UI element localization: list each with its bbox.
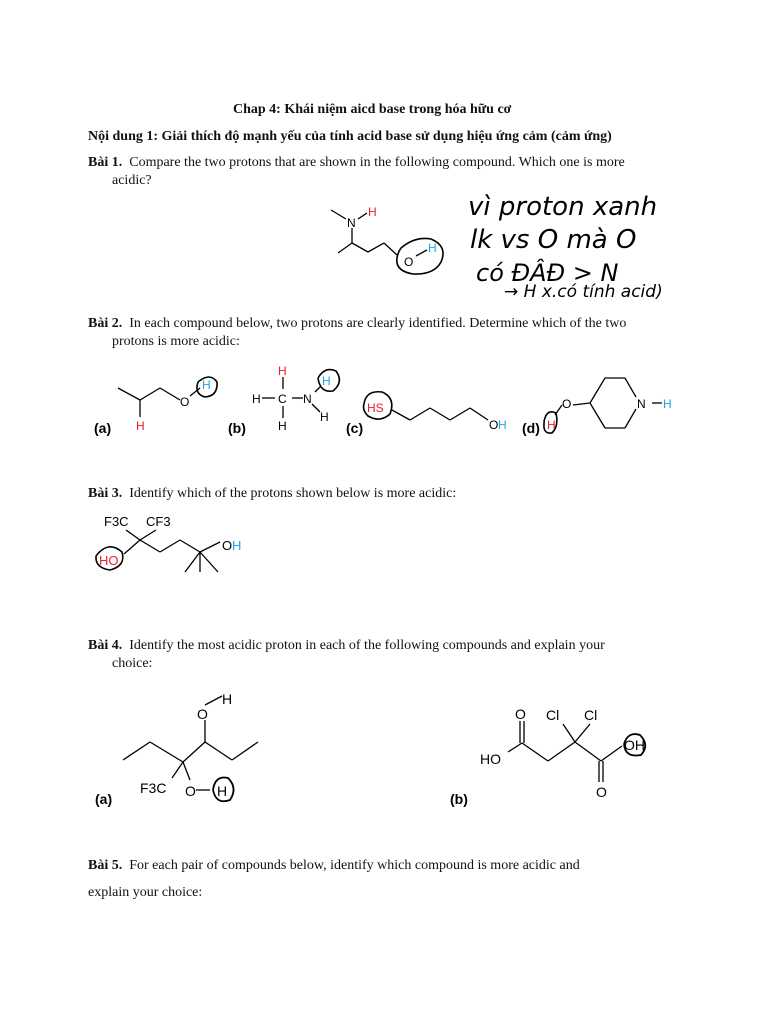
section-title: Nội dung 1: Giải thích độ mạnh yếu của tính acid base sử dụng hiệu ứng cảm (cảm ứng) (88, 129, 612, 144)
atom-c: C (278, 392, 287, 406)
atom-n: N (347, 216, 356, 230)
problem-label: Bài 1. (88, 155, 123, 170)
atom-h: H (222, 691, 233, 707)
atom-h: H (217, 783, 228, 799)
atom-h-blue: H (202, 378, 211, 392)
atom-o: O (515, 706, 526, 722)
problem-text: Identify which of the protons shown below is more acidic: (129, 486, 457, 501)
atom-h: H (252, 392, 261, 406)
atom-h-blue: H (232, 538, 242, 553)
cf3-right: CF3 (146, 514, 171, 529)
atom-oh: OH (624, 737, 645, 753)
atom-ho: HO (99, 553, 119, 568)
atom-cl: Cl (546, 707, 560, 723)
atom-h-blue: H (498, 418, 507, 432)
atom-o: O (180, 395, 190, 409)
handwritten-note-line: lk vs O mà O (470, 225, 637, 255)
problem-2-cont: protons is more acidic: (112, 334, 240, 349)
label-a: (a) (94, 420, 112, 436)
atom-ho: HO (480, 751, 501, 767)
handwritten-note-line: vì proton xanh (468, 192, 658, 222)
problem-text: In each compound below, two protons are clearly identified. Determine which of the two (129, 316, 627, 331)
label-c: (c) (346, 420, 364, 436)
atom-hs: HS (367, 401, 384, 415)
atom-h-blue: H (663, 397, 672, 411)
problem-5 (88, 857, 580, 875)
atom-n: N (303, 392, 312, 406)
atom-o: O (185, 783, 196, 799)
atom-h: H (320, 410, 329, 424)
atom-h-blue: H (428, 241, 437, 255)
handwritten-note-line: có ĐÂĐ > N (476, 259, 619, 287)
problem-5-cont: explain your choice: (88, 885, 203, 900)
label-a: (a) (95, 791, 113, 807)
atom-o: O (562, 397, 572, 411)
label-b: (b) (228, 420, 246, 436)
atom-h-red: H (547, 418, 556, 432)
problem-4-cont: choice: (112, 656, 153, 671)
atom-o: O (222, 538, 233, 553)
label-d: (d) (522, 420, 540, 436)
atom-cl: Cl (584, 707, 598, 723)
atom-o: O (489, 418, 499, 432)
chapter-title: Chap 4: Khái niệm aicd base trong hóa hữu cơ (233, 102, 512, 117)
atom-cf3: F3C (140, 780, 167, 796)
cf3-left: F3C (104, 514, 129, 529)
problem-label: Bài 5. (88, 858, 123, 873)
problem-label: Bài 2. (88, 316, 123, 331)
atom-h-red: H (368, 205, 377, 219)
atom-o: O (197, 706, 208, 722)
atom-h-red: H (136, 419, 145, 433)
problem-1-cont: acidic? (112, 173, 152, 188)
atom-h: H (278, 419, 287, 433)
handwritten-note-line: → H x.có tính acid) (504, 282, 663, 302)
label-b: (b) (450, 791, 468, 807)
atom-o: O (596, 784, 607, 800)
problem-label: Bài 3. (88, 486, 123, 501)
atom-o: O (404, 255, 414, 269)
problem-text: Identify the most acidic proton in each of the following compounds and explain your (129, 638, 605, 653)
atom-h-red: H (278, 364, 287, 378)
problem-text: For each pair of compounds below, identify which compound is more acidic and (129, 858, 580, 873)
problem-text: Compare the two protons that are shown in the following compound. Which one is more (129, 155, 625, 170)
atom-h-blue: H (322, 374, 331, 388)
problem-label: Bài 4. (88, 638, 123, 653)
atom-n: N (637, 397, 646, 411)
